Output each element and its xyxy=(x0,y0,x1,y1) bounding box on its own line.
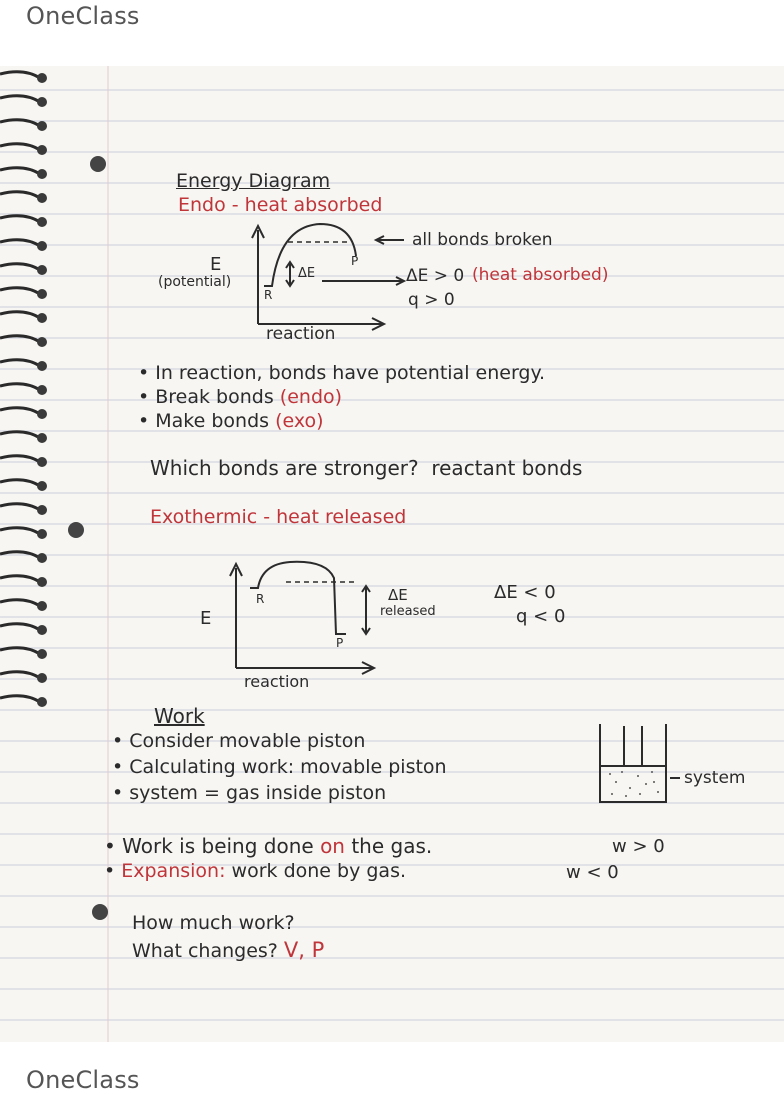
q-positive: q > 0 xyxy=(408,290,455,310)
answer-text: reactant bonds xyxy=(431,456,583,480)
exo-p-label: P xyxy=(336,636,344,650)
brand-text: OneClass xyxy=(26,2,140,30)
bullet-item: • Break bonds (endo) xyxy=(138,386,343,408)
what-changes-text: What changes? xyxy=(132,940,278,962)
work-bullet-text: Calculating work: movable piston xyxy=(129,756,447,778)
work-bullet-text: system = gas inside piston xyxy=(129,782,387,804)
bullet-text: Make bonds xyxy=(155,410,270,432)
endo-r-label: R xyxy=(264,288,273,302)
notebook-page xyxy=(0,66,784,1042)
endo-potential-label: (potential) xyxy=(158,274,232,290)
expansion-statement: • Expansion: work done by gas. xyxy=(104,860,407,882)
work-bullet-text: Consider movable piston xyxy=(129,730,366,752)
expansion-red: Expansion: xyxy=(121,860,226,882)
bullet-item: • Make bonds (exo) xyxy=(138,410,324,432)
bullet-note: (endo) xyxy=(279,386,343,408)
bullet-text: Break bonds xyxy=(155,386,274,408)
bullet-item: • In reaction, bonds have potential energy. xyxy=(138,362,546,384)
how-much-work: How much work? xyxy=(132,912,295,934)
exo-r-label: R xyxy=(256,592,265,606)
heat-absorbed-note: (heat absorbed) xyxy=(472,265,609,285)
expansion-rest: work done by gas. xyxy=(231,860,407,882)
endo-x-axis-label: reaction xyxy=(266,324,336,344)
question-text: Which bonds are stronger? xyxy=(150,456,419,480)
bullet-text: In reaction, bonds have potential energy. xyxy=(155,362,546,384)
what-changes xyxy=(132,938,324,962)
exo-e-label: E xyxy=(200,608,212,629)
piston-cylinder xyxy=(600,724,666,802)
q-negative: q < 0 xyxy=(516,606,566,627)
brand-logo-footer xyxy=(26,1066,140,1094)
on-gas-pre: Work is being done xyxy=(122,834,314,858)
piston-drawing xyxy=(0,66,784,1042)
work-negative-sign: w < 0 xyxy=(566,862,619,883)
bullet-note: (exo) xyxy=(275,410,324,432)
all-bonds-broken-label: all bonds broken xyxy=(412,230,553,250)
energy-diagram-title: Energy Diagram xyxy=(176,170,331,192)
work-bullet: • system = gas inside piston xyxy=(112,782,387,804)
work-positive-sign: w > 0 xyxy=(612,836,665,857)
brand-logo xyxy=(26,2,140,30)
exo-delta-e-label: ΔE xyxy=(388,586,408,604)
on-gas-post: the gas. xyxy=(351,834,433,858)
endo-delta-e-label: ΔE xyxy=(298,266,316,281)
vp-text: V, P xyxy=(283,938,325,962)
delta-e-negative: ΔE < 0 xyxy=(494,582,556,603)
endo-p-label: P xyxy=(351,254,359,268)
work-bullet: • Calculating work: movable piston xyxy=(112,756,447,778)
delta-e-positive: ΔE > 0 xyxy=(406,266,465,286)
released-label: released xyxy=(380,604,436,619)
gas-particles xyxy=(609,771,659,797)
system-label: system xyxy=(684,768,746,788)
brand-text: OneClass xyxy=(26,1066,140,1094)
exo-x-axis-label: reaction xyxy=(244,672,310,691)
work-title: Work xyxy=(154,704,205,728)
on-gas-red: on xyxy=(320,834,345,858)
endo-e-label: E xyxy=(210,254,222,275)
exo-heading: Exothermic - heat released xyxy=(150,506,407,528)
endo-heading: Endo - heat absorbed xyxy=(178,194,383,216)
work-bullet: • Consider movable piston xyxy=(112,730,366,752)
on-gas-statement: • Work is being done on the gas. xyxy=(104,834,433,858)
